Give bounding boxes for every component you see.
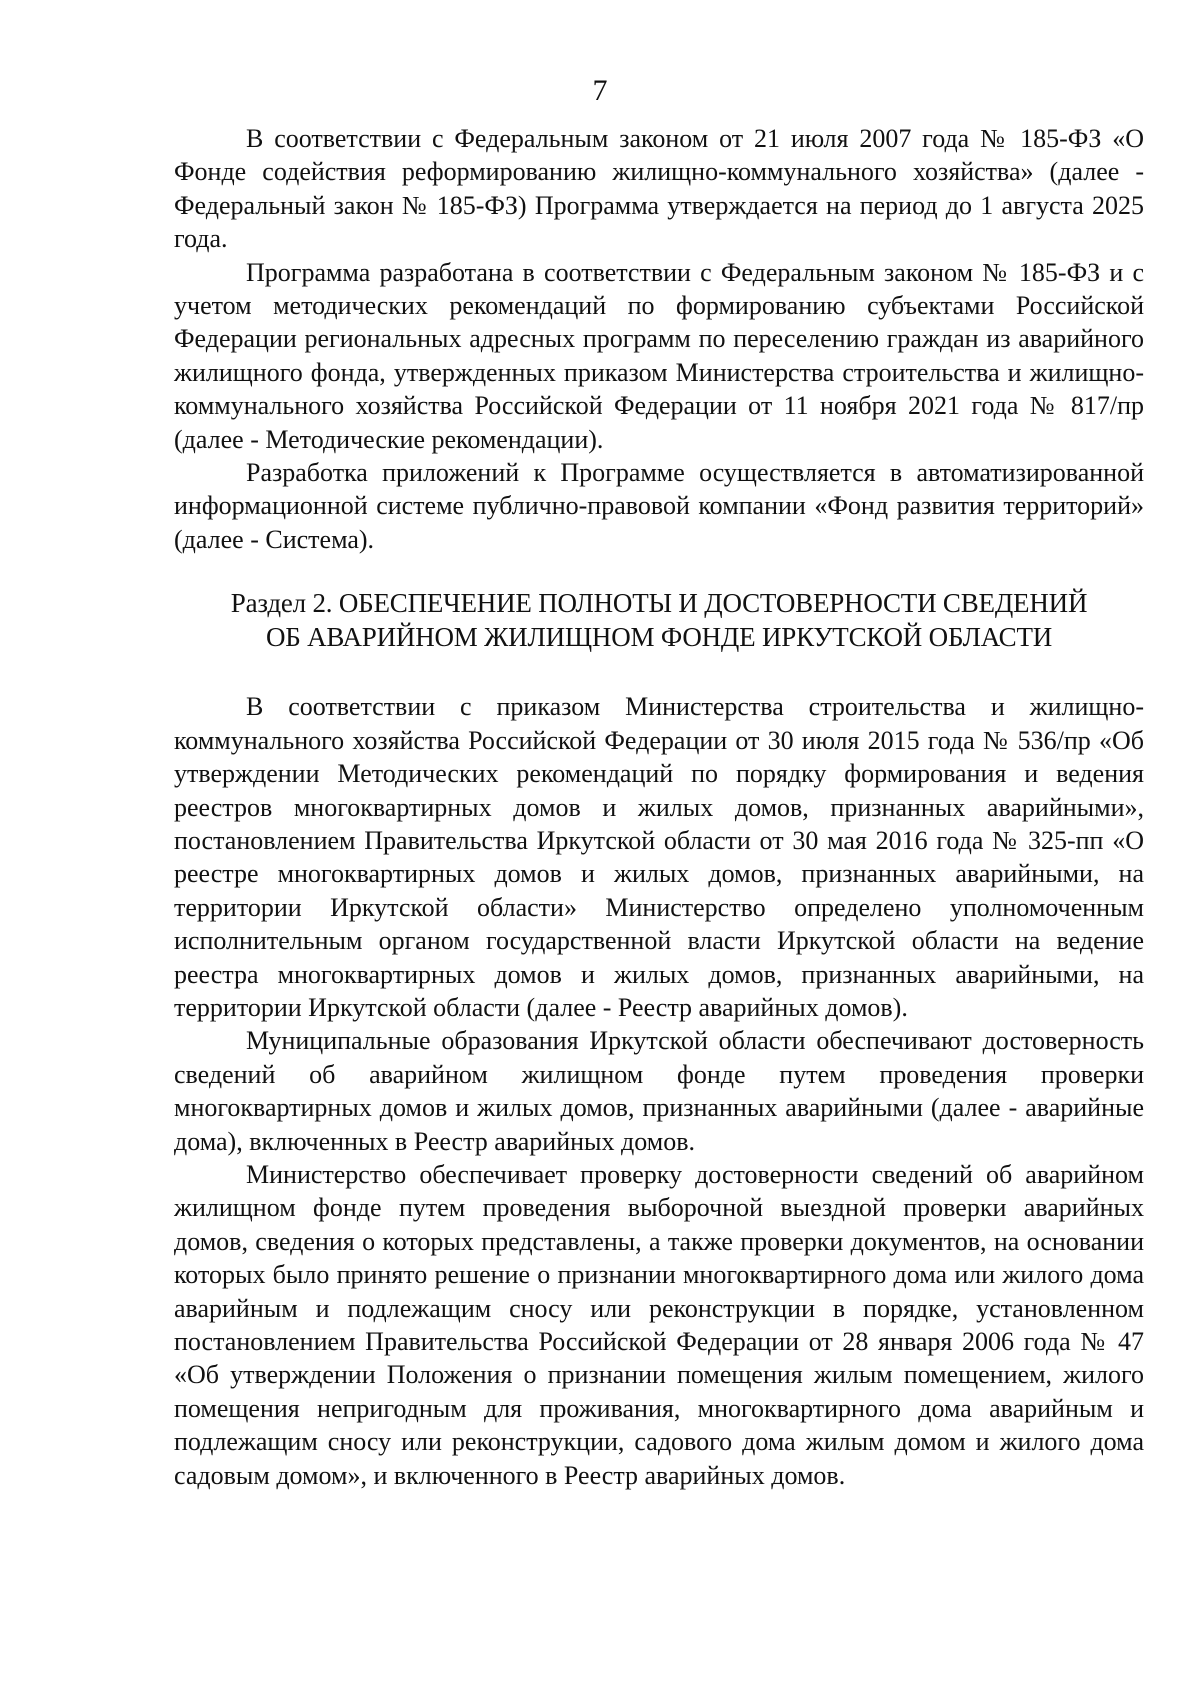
paragraph-program-period: В соответствии с Федеральным законом от 21 июля 2007 года № 185-ФЗ «О Фонде содействия реформированию жилищно-коммунального хозяйства» (далее - Федеральный закон № 185-ФЗ) Программа утверждается на период до 1 августа 2025 года. xyxy=(174,124,1144,254)
paragraph-registry-ministry: В соответствии с приказом Министерства строительства и жилищно-коммунального хозяйства Российской Федерации от 30 июля 2015 года № 536/пр «Об утверждении Методических рекомендаций по порядку формирования и ведения реестров многоквартирных домов и жилых домов, признанных аварийными», постановлением Правительства Иркутской области от 30 мая 2016 года № 325-пп «О реестре многоквартирных домов и жилых домов, признанных аварийными, на территории Иркутской области» Министерство определено уполномоченным исполнительным органом государственной власти Иркутской области на ведение реестра многоквартирных домов и жилых домов, признанных аварийными, на территории Иркутской области (далее - Реестр аварийных домов). xyxy=(174,692,1144,1022)
paragraph-ministry-verification: Министерство обеспечивает проверку достоверности сведений об аварийном жилищном фонде путем проведения выборочной выездной проверки аварийных домов, сведения о которых представлены, а также проверки документов, на основании которых было принято решение о признании многоквартирного дома или жилого дома аварийным и подлежащим сносу или реконструкции в порядке, установленном постановлением Правительства Российской Федерации от 28 января 2006 года № 47 «Об утверждении Положения о признании помещения жилым помещением, жилого помещения непригодным для проживания, многоквартирного дома аварийным и подлежащим сносу или реконструкции, садового дома жилым домом и жилого дома садовым домом», и включенного в Реестр аварийных домов. xyxy=(174,1159,1144,1490)
page-number: 7 xyxy=(592,74,608,107)
paragraph-applications-system: Разработка приложений к Программе осуществляется в автоматизированной информационной системе публично-правовой компании «Фонд развития территорий» (далее - Система). xyxy=(174,458,1144,554)
section-heading-line-2: ОБ АВАРИЙНОМ ЖИЛИЩНОМ ФОНДЕ ИРКУТСКОЙ ОБЛАСТИ xyxy=(265,622,1053,653)
document-body xyxy=(174,122,1144,1492)
section-heading-line-1: Раздел 2. ОБЕСПЕЧЕНИЕ ПОЛНОТЫ И ДОСТОВЕРНОСТИ СВЕДЕНИЙ xyxy=(230,588,1088,619)
paragraph-municipal-verification: Муниципальные образования Иркутской области обеспечивают достоверность сведений об аварийном жилищном фонде путем проведения проверки многоквартирных домов и жилых домов, признанных аварийными (далее - аварийные дома), включенных в Реестр аварийных домов. xyxy=(174,1026,1144,1156)
section-heading xyxy=(174,586,1144,654)
paragraph-program-development: Программа разработана в соответствии с Федеральным законом № 185-ФЗ и с учетом методических рекомендаций по формированию субъектами Российской Федерации региональных адресных программ по переселению граждан из аварийного жилищного фонда, утвержденных приказом Министерства строительства и жилищно-коммунального хозяйства Российской Федерации от 11 ноября 2021 года № 817/пр (далее - Методические рекомендации). xyxy=(174,257,1144,454)
